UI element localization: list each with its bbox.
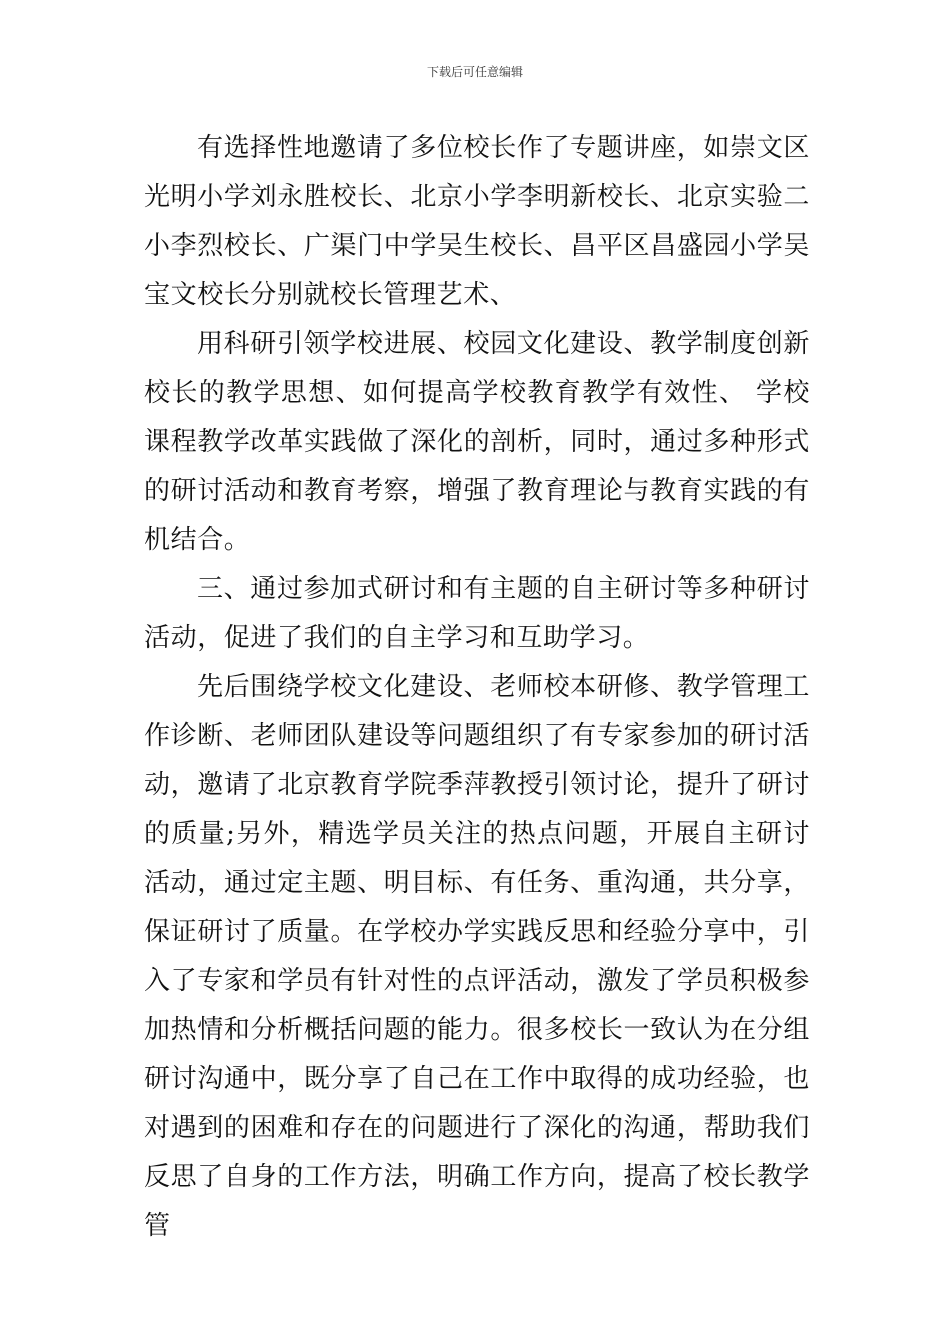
paragraph-seminar-activities: 先后围绕学校文化建设、老师校本研修、教学管理工作诊断、老师团队建设等问题组织了有专家参加的研讨活动，邀请了北京教育学院季萍教授引领讨论，提升了研讨的质量;另外，精选学员关注的热点问题，开展自主研讨活动，通过定主题、明目标、有任务、重沟通，共分享，保证研讨了质量。在学校办学实践反思和经验分享中，引入了专家和学员有针对性的点评活动，激发了学员积极参加热情和分析概括问题的能力。很多校长一致认为在分组研讨沟通中，既分享了自己在工作中取得的成功经验，也对遇到的困难和存在的问题进行了深化的沟通，帮助我们反思了自身的工作方法，明确工作方向，提高了校长教学管 <box>144 672 810 1241</box>
paragraph-section-three-heading: 三、通过参加式研讨和有主题的自主研讨等多种研讨活动，促进了我们的自主学习和互助学习。 <box>144 574 810 653</box>
paragraph-research-topics: 用科研引领学校进展、校园文化建设、教学制度创新校长的教学思想、如何提高学校教育教学有效性、 学校课程教学改革实践做了深化的剖析，同时，通过多种形式的研讨活动和教育考察，增强了教育理论与教育实践的有机结合。 <box>144 329 810 555</box>
page-header-note: 下载后可任意编辑 <box>426 65 523 79</box>
document-body <box>144 124 810 1251</box>
paragraph-lectures: 有选择性地邀请了多位校长作了专题讲座，如崇文区光明小学刘永胜校长、北京小学李明新校长、北京实验二小李烈校长、广渠门中学吴生校长、昌平区昌盛园小学吴宝文校长分别就校长管理艺术、 <box>144 133 810 310</box>
